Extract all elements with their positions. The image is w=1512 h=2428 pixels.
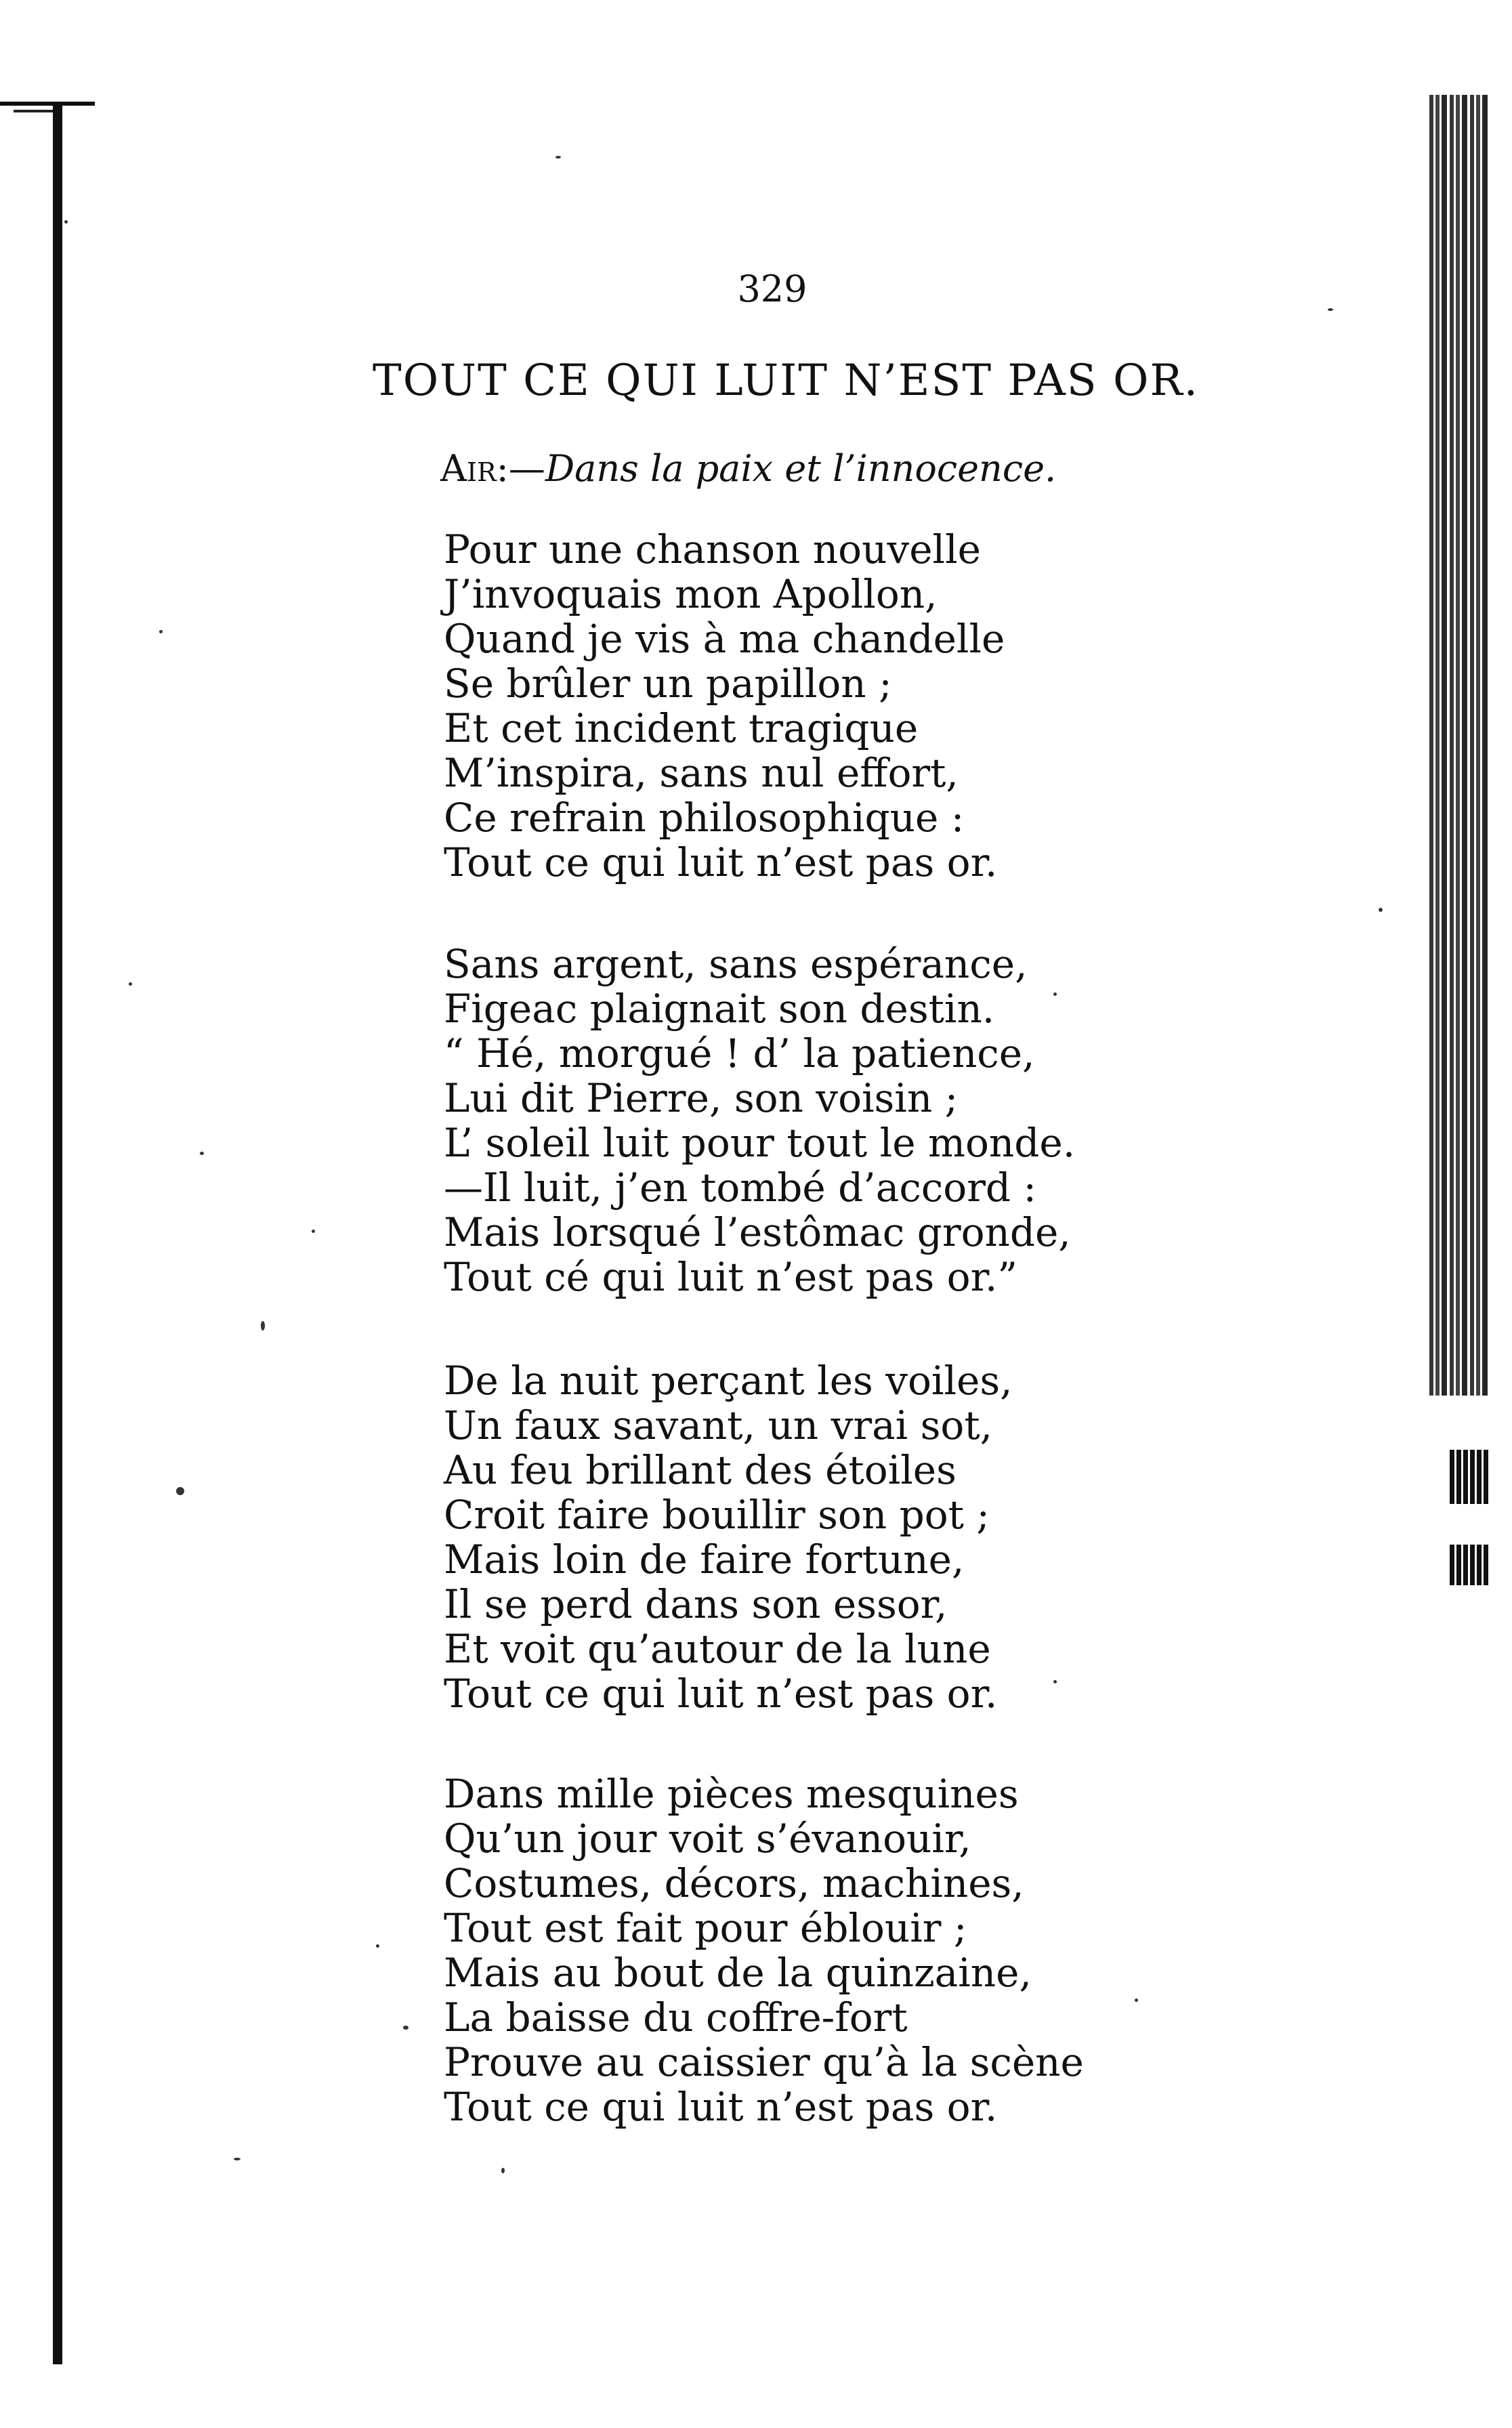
verse-line: Au feu brillant des étoiles [444, 1447, 957, 1493]
verse-line: Prouve au caissier qu’à la scène [444, 2039, 1084, 2085]
stanza-2 [444, 942, 1257, 1299]
scan-speck [555, 156, 561, 159]
scan-speck [312, 1230, 315, 1233]
page-edge-left [53, 102, 62, 2364]
refrain-line: Tout ce qui luit n’est pas or. [444, 839, 998, 885]
tune-indication [440, 447, 1185, 490]
verse-line: Dans mille pièces mesquines [444, 1771, 1019, 1817]
verse-line: Mais lorsqué l’estômac gronde, [444, 1209, 1071, 1255]
verse-line: Mais au bout de la quinzaine, [444, 1950, 1032, 1996]
tune-separator: :— [496, 447, 545, 490]
scan-speck [403, 2026, 408, 2030]
verse-line: Se brûler un papillon ; [444, 661, 892, 707]
scan-speck [159, 630, 163, 633]
verse-line: “ Hé, morgué ! d’ la patience, [444, 1030, 1035, 1076]
verse-line: Quand je vis à ma chandelle [444, 616, 1005, 662]
refrain-line: Tout ce qui luit n’est pas or. [444, 2084, 998, 2130]
verse-line: Ce refrain philosophique : [444, 795, 965, 841]
verse-line: Sans argent, sans espérance, [444, 941, 1028, 987]
song-title: TOUT CE QUI LUIT N’EST PAS OR. [373, 356, 1199, 406]
verse-line: Tout est fait pour éblouir ; [444, 1905, 967, 1951]
scan-speck [1379, 908, 1383, 912]
stanza-3 [444, 1358, 1257, 1716]
verse-line: De la nuit perçant les voiles, [444, 1358, 1013, 1404]
verse-line: Pour une chanson nouvelle [444, 526, 981, 572]
stanza-4 [444, 1772, 1257, 2129]
book-spine-gutter [1429, 95, 1490, 1396]
scan-speck [501, 2168, 505, 2173]
scan-speck [376, 1944, 379, 1948]
verse-line: —Il luit, j’en tombé d’accord : [444, 1165, 1037, 1211]
verse-line: Croit faire bouillir son pot ; [444, 1492, 990, 1538]
verse-line: Qu’un jour voit s’évanouir, [444, 1816, 971, 1862]
verse-line: La baisse du coffre-fort [444, 1994, 908, 2040]
scan-speck [129, 982, 132, 986]
page-edge-top-left-shadow [14, 110, 54, 112]
gutter-mark-lower [1450, 1545, 1490, 1585]
verse-line: Figeac plaignait son destin. [444, 986, 995, 1032]
scan-speck [1328, 308, 1333, 311]
verse-line: Costumes, décors, machines, [444, 1860, 1024, 1906]
verse-line: Mais loin de faire fortune, [444, 1536, 965, 1583]
verse-line: Un faux savant, un vrai sot, [444, 1402, 993, 1448]
tune-label: Air [440, 447, 497, 490]
page-number: 329 [737, 268, 807, 310]
scan-speck [200, 1152, 204, 1155]
verse-line: Il se perd dans son essor, [444, 1581, 948, 1627]
tune-name: Dans la paix et l’innocence. [545, 447, 1057, 490]
refrain-line: Tout ce qui luit n’est pas or. [444, 1671, 998, 1717]
stanza-1 [444, 527, 1257, 885]
verse-line: M’inspira, sans nul effort, [444, 750, 959, 796]
scan-speck [64, 220, 68, 224]
scan-speck [176, 1487, 184, 1495]
page-edge-top-left [0, 102, 95, 106]
verse-line: J’invoquais mon Apollon, [444, 571, 938, 617]
scan-speck [234, 2158, 240, 2160]
verse-line: Et cet incident tragique [444, 705, 919, 751]
refrain-line: Tout cé qui luit n’est pas or.” [444, 1254, 1018, 1300]
gutter-mark-upper [1450, 1450, 1490, 1504]
verse-line: Et voit qu’autour de la lune [444, 1626, 991, 1672]
verse-line: L’ soleil luit pour tout le monde. [444, 1120, 1076, 1166]
scan-speck [261, 1321, 265, 1331]
verse-line: Lui dit Pierre, son voisin ; [444, 1075, 959, 1121]
